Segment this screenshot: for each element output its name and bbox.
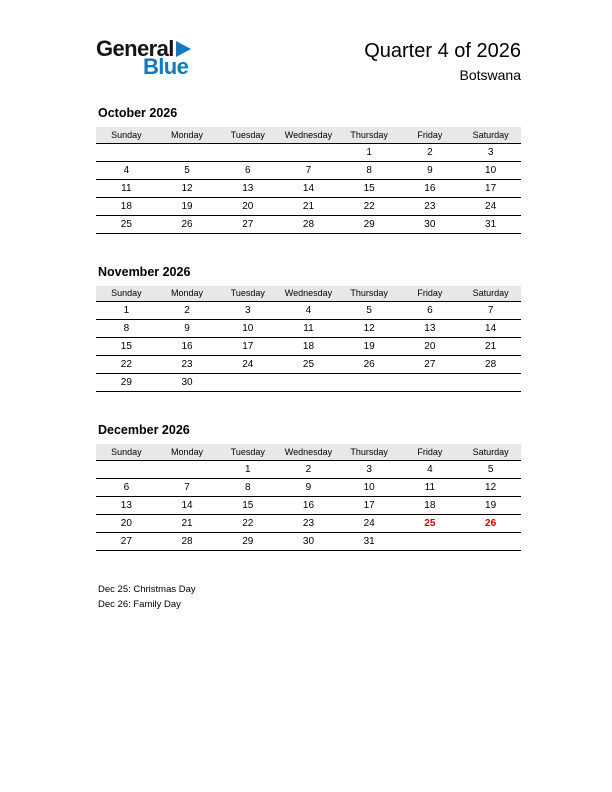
date-cell: 6 bbox=[96, 478, 157, 496]
month-grid bbox=[96, 444, 521, 551]
date-cell: 21 bbox=[460, 338, 521, 356]
date-cell: 7 bbox=[157, 478, 218, 496]
date-cell: 10 bbox=[217, 320, 278, 338]
page-title: Quarter 4 of 2026 bbox=[364, 40, 521, 62]
date-cell: 26 bbox=[339, 356, 400, 374]
date-cell: 2 bbox=[278, 460, 339, 478]
date-cell: 22 bbox=[339, 197, 400, 215]
date-cell: 29 bbox=[339, 215, 400, 233]
holiday-date-cell: 26 bbox=[460, 514, 521, 532]
weekday-header: Thursday bbox=[339, 286, 400, 302]
date-cell: 2 bbox=[157, 302, 218, 320]
month-grid bbox=[96, 127, 521, 234]
date-cell: 7 bbox=[278, 161, 339, 179]
empty-cell bbox=[96, 460, 157, 478]
weekday-header: Friday bbox=[400, 286, 461, 302]
date-cell: 3 bbox=[217, 302, 278, 320]
weekday-header: Sunday bbox=[96, 286, 157, 302]
date-cell: 17 bbox=[460, 179, 521, 197]
general-blue-logo bbox=[96, 38, 226, 86]
weekday-header: Saturday bbox=[460, 127, 521, 143]
weekday-header: Saturday bbox=[460, 444, 521, 460]
weekday-header: Saturday bbox=[460, 286, 521, 302]
page-subtitle: Botswana bbox=[459, 67, 521, 83]
date-cell: 22 bbox=[96, 356, 157, 374]
weekday-header: Monday bbox=[157, 286, 218, 302]
date-cell: 4 bbox=[96, 161, 157, 179]
date-cell: 27 bbox=[400, 356, 461, 374]
date-cell: 19 bbox=[339, 338, 400, 356]
date-cell: 25 bbox=[278, 356, 339, 374]
date-cell: 11 bbox=[278, 320, 339, 338]
holiday-note-family-day: Dec 26: Family Day bbox=[98, 598, 181, 610]
weekday-header-row bbox=[96, 127, 521, 143]
empty-cell bbox=[96, 143, 157, 161]
month-title: December 2026 bbox=[98, 423, 190, 437]
empty-cell bbox=[157, 143, 218, 161]
weekday-header: Wednesday bbox=[278, 286, 339, 302]
date-cell: 4 bbox=[278, 302, 339, 320]
week-row bbox=[96, 320, 521, 338]
date-cell: 13 bbox=[217, 179, 278, 197]
date-cell: 25 bbox=[96, 215, 157, 233]
date-cell: 12 bbox=[157, 179, 218, 197]
holiday-date-cell: 25 bbox=[400, 514, 461, 532]
logo-flag-icon bbox=[176, 41, 191, 57]
week-row bbox=[96, 478, 521, 496]
date-cell: 5 bbox=[157, 161, 218, 179]
date-cell: 28 bbox=[278, 215, 339, 233]
date-cell: 23 bbox=[157, 356, 218, 374]
weekday-header: Sunday bbox=[96, 127, 157, 143]
date-cell: 31 bbox=[339, 532, 400, 550]
empty-cell bbox=[400, 532, 461, 550]
date-cell: 10 bbox=[460, 161, 521, 179]
date-cell: 22 bbox=[217, 514, 278, 532]
weekday-header: Thursday bbox=[339, 444, 400, 460]
date-cell: 14 bbox=[460, 320, 521, 338]
weekday-header: Friday bbox=[400, 444, 461, 460]
week-row bbox=[96, 496, 521, 514]
empty-cell bbox=[217, 143, 278, 161]
month-title: November 2026 bbox=[98, 264, 191, 279]
page-header bbox=[96, 38, 521, 86]
date-cell: 14 bbox=[278, 179, 339, 197]
date-cell: 1 bbox=[217, 460, 278, 478]
date-cell: 13 bbox=[96, 496, 157, 514]
date-cell: 12 bbox=[460, 478, 521, 496]
date-cell: 19 bbox=[460, 496, 521, 514]
date-cell: 15 bbox=[96, 338, 157, 356]
empty-cell bbox=[460, 374, 521, 392]
weekday-header-row bbox=[96, 286, 521, 302]
date-cell: 20 bbox=[217, 197, 278, 215]
empty-cell bbox=[278, 143, 339, 161]
weekday-header: Tuesday bbox=[217, 286, 278, 302]
month-grid bbox=[96, 286, 521, 393]
weekday-header: Monday bbox=[157, 444, 218, 460]
empty-cell bbox=[400, 374, 461, 392]
empty-cell bbox=[339, 374, 400, 392]
date-cell: 17 bbox=[339, 496, 400, 514]
week-row bbox=[96, 356, 521, 374]
date-cell: 15 bbox=[217, 496, 278, 514]
date-cell: 28 bbox=[460, 356, 521, 374]
week-row bbox=[96, 532, 521, 550]
weekday-header: Monday bbox=[157, 127, 218, 143]
weekday-header-row bbox=[96, 444, 521, 460]
date-cell: 23 bbox=[400, 197, 461, 215]
date-cell: 6 bbox=[217, 161, 278, 179]
logo-word-general: General bbox=[96, 36, 174, 61]
date-cell: 30 bbox=[400, 215, 461, 233]
week-row bbox=[96, 179, 521, 197]
weekday-header: Thursday bbox=[339, 127, 400, 143]
date-cell: 8 bbox=[217, 478, 278, 496]
weekday-header: Tuesday bbox=[217, 127, 278, 143]
date-cell: 27 bbox=[96, 532, 157, 550]
date-cell: 27 bbox=[217, 215, 278, 233]
date-cell: 29 bbox=[96, 374, 157, 392]
date-cell: 4 bbox=[400, 460, 461, 478]
date-cell: 5 bbox=[460, 460, 521, 478]
week-row bbox=[96, 514, 521, 532]
date-cell: 11 bbox=[400, 478, 461, 496]
date-cell: 20 bbox=[400, 338, 461, 356]
date-cell: 3 bbox=[339, 460, 400, 478]
date-cell: 26 bbox=[157, 215, 218, 233]
holiday-note-christmas: Dec 25: Christmas Day bbox=[98, 583, 196, 595]
date-cell: 1 bbox=[96, 302, 157, 320]
date-cell: 3 bbox=[460, 143, 521, 161]
empty-cell bbox=[217, 374, 278, 392]
date-cell: 19 bbox=[157, 197, 218, 215]
date-cell: 16 bbox=[278, 496, 339, 514]
weekday-header: Wednesday bbox=[278, 127, 339, 143]
date-cell: 15 bbox=[339, 179, 400, 197]
date-cell: 31 bbox=[460, 215, 521, 233]
date-cell: 2 bbox=[400, 143, 461, 161]
date-cell: 12 bbox=[339, 320, 400, 338]
date-cell: 11 bbox=[96, 179, 157, 197]
week-row bbox=[96, 302, 521, 320]
date-cell: 8 bbox=[96, 320, 157, 338]
date-cell: 21 bbox=[157, 514, 218, 532]
date-cell: 5 bbox=[339, 302, 400, 320]
date-cell: 16 bbox=[400, 179, 461, 197]
date-cell: 17 bbox=[217, 338, 278, 356]
date-cell: 24 bbox=[460, 197, 521, 215]
date-cell: 29 bbox=[217, 532, 278, 550]
date-cell: 23 bbox=[278, 514, 339, 532]
date-cell: 16 bbox=[157, 338, 218, 356]
title-block bbox=[364, 38, 521, 83]
date-cell: 9 bbox=[400, 161, 461, 179]
month-december-2026 bbox=[96, 423, 521, 551]
empty-cell bbox=[278, 374, 339, 392]
date-cell: 30 bbox=[278, 532, 339, 550]
week-row bbox=[96, 215, 521, 233]
date-cell: 13 bbox=[400, 320, 461, 338]
week-row bbox=[96, 338, 521, 356]
date-cell: 21 bbox=[278, 197, 339, 215]
date-cell: 18 bbox=[278, 338, 339, 356]
date-cell: 6 bbox=[400, 302, 461, 320]
month-november-2026 bbox=[96, 265, 521, 393]
weekday-header: Sunday bbox=[96, 444, 157, 460]
week-row bbox=[96, 197, 521, 215]
date-cell: 8 bbox=[339, 161, 400, 179]
week-row bbox=[96, 161, 521, 179]
logo-text-blue: Blue bbox=[143, 54, 189, 79]
months-container bbox=[96, 106, 521, 551]
empty-cell bbox=[460, 532, 521, 550]
week-row bbox=[96, 460, 521, 478]
week-row bbox=[96, 374, 521, 392]
date-cell: 20 bbox=[96, 514, 157, 532]
date-cell: 24 bbox=[217, 356, 278, 374]
date-cell: 9 bbox=[157, 320, 218, 338]
date-cell: 30 bbox=[157, 374, 218, 392]
month-title: October 2026 bbox=[98, 106, 178, 120]
date-cell: 14 bbox=[157, 496, 218, 514]
weekday-header: Wednesday bbox=[278, 444, 339, 460]
date-cell: 10 bbox=[339, 478, 400, 496]
date-cell: 7 bbox=[460, 302, 521, 320]
date-cell: 24 bbox=[339, 514, 400, 532]
empty-cell bbox=[157, 460, 218, 478]
week-row bbox=[96, 143, 521, 161]
date-cell: 18 bbox=[400, 496, 461, 514]
month-october-2026 bbox=[96, 106, 521, 234]
date-cell: 9 bbox=[278, 478, 339, 496]
holiday-footnotes bbox=[96, 582, 521, 612]
date-cell: 28 bbox=[157, 532, 218, 550]
weekday-header: Friday bbox=[400, 127, 461, 143]
date-cell: 1 bbox=[339, 143, 400, 161]
date-cell: 18 bbox=[96, 197, 157, 215]
weekday-header: Tuesday bbox=[217, 444, 278, 460]
